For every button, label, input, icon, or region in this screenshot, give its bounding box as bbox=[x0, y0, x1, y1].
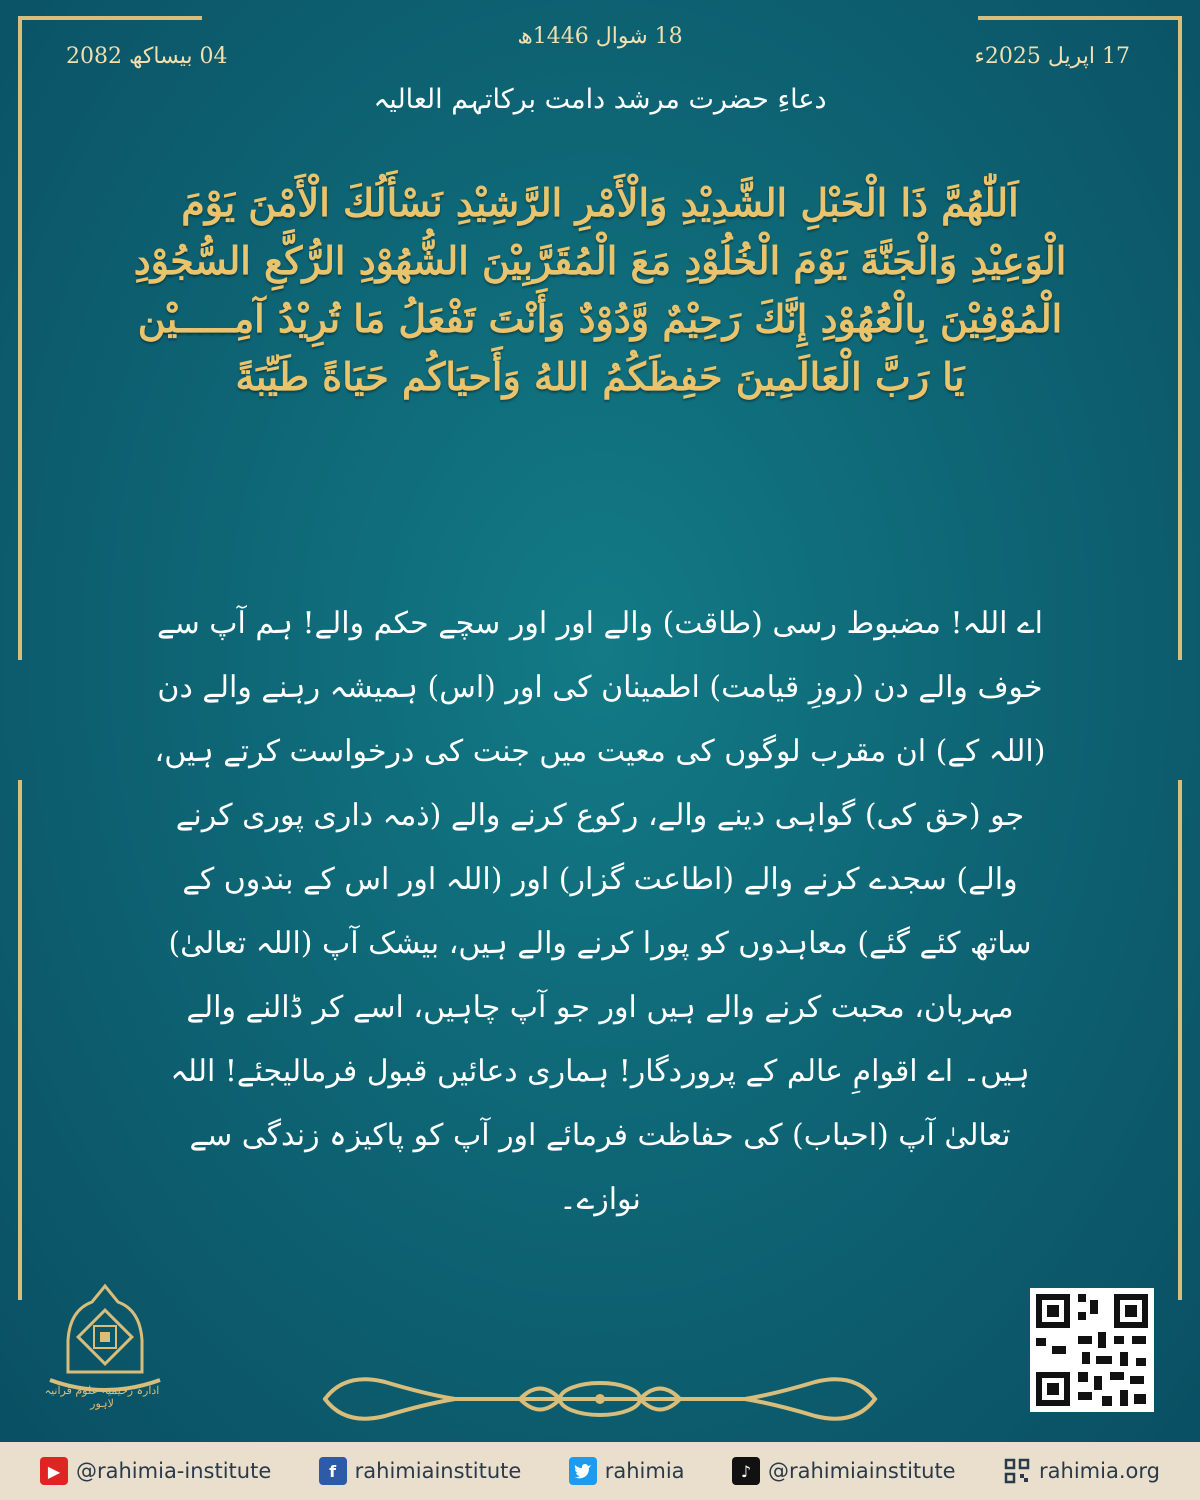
tiktok-icon: ♪ bbox=[732, 1457, 760, 1485]
twitter-handle: rahimia bbox=[604, 1459, 685, 1483]
twitter-link[interactable] bbox=[569, 1457, 685, 1485]
facebook-link[interactable] bbox=[319, 1457, 522, 1485]
arabic-dua-line: الْوَعِيْدِ وَالْجَنَّةَ يَوْمَ الْخُلُوْدِ مَعَ الْمُقَرَّبِيْنَ الشُّهُوْدِ الرُّكَّعِ السُّجُوْدِ bbox=[133, 238, 1067, 283]
youtube-link[interactable] bbox=[40, 1457, 271, 1485]
frame-side-bottom-left bbox=[18, 780, 26, 1300]
frame-side-bottom-right bbox=[1174, 780, 1182, 1300]
tiktok-link[interactable] bbox=[732, 1457, 956, 1485]
facebook-handle: rahimiainstitute bbox=[354, 1459, 522, 1483]
arabic-dua-line: الْمُوْفِيْنَ بِالْعُهُوْدِ إِنَّكَ رَحِيْمٌ وَّدُوْدٌ وَأَنْتَ تَفْعَلُ مَا تُرِيْدُ آمِـــــيْن bbox=[137, 296, 1063, 341]
qr-website-icon bbox=[1003, 1457, 1031, 1485]
ornament-flourish-icon bbox=[305, 1368, 895, 1430]
social-footer bbox=[0, 1442, 1200, 1500]
arabic-dua bbox=[110, 174, 1090, 406]
arabic-dua-line: يَا رَبَّ الْعَالَمِينَ حَفِظَكُمُ اللهُ وَأَحيَاكُم حَيَاةً طَيِّبَةً bbox=[235, 354, 965, 399]
urdu-translation: اے اللہ! مضبوط رسی (طاقت) والے اور اور سچے حکم والے! ہم آپ سے خوف والے دن (روزِ قیامت) اطمینان کی اور (اس) ہمیشہ رہنے والے دن (اللہ کے) ان مقرب لوگوں کی معیت میں جنت کی درخواست کرتے ہیں، جو (حق کی) گواہی دینے والے، رکوع کرنے والے (ذمہ داری پوری کرنے والے) سجدے کرنے والے (اطاعت گزار) اور (اللہ اور اس کے بندوں کے ساتھ کئے گئے) معاہدوں کو پورا کرنے والے ہیں، بیشک آپ (اللہ تعالیٰ) مہربان، محبت کرنے والے ہیں اور جو آپ چاہیں، اسے کر ڈالنے والے ہیں۔ اے اقوامِ عالم کے پروردگار! ہماری دعائیں قبول فرمالیجئے! اللہ تعالیٰ آپ (احباب) کی حفاظت فرمائے اور آپ کو پاکیزہ زندگی سے نوازے۔ bbox=[154, 606, 1046, 1217]
logo-subtext: ادارہ رحیمیہ علوم قرآنیہ لاہور bbox=[44, 1384, 160, 1410]
qr-code-icon[interactable] bbox=[1030, 1288, 1154, 1412]
gregorian-date: 17 اپریل 2025ء bbox=[974, 44, 1130, 69]
website-url: rahimia.org bbox=[1039, 1459, 1160, 1483]
facebook-icon: f bbox=[319, 1457, 347, 1485]
hijri-date: 18 شوال 1446ھ bbox=[517, 24, 683, 49]
youtube-handle: @rahimia-institute bbox=[76, 1459, 272, 1483]
youtube-icon: ▶ bbox=[40, 1457, 68, 1485]
twitter-icon bbox=[569, 1457, 597, 1485]
bikrami-date: 04 بیساکھ 2082 bbox=[66, 44, 228, 69]
arabic-dua-line: اَللّٰهُمَّ ذَا الْحَبْلِ الشَّدِيْدِ وَالْأَمْرِ الرَّشِيْدِ نَسْأَلُكَ الْأَمْنَ يَوْمَ bbox=[181, 180, 1019, 225]
website-link[interactable] bbox=[1003, 1457, 1160, 1485]
page-title: دعاءِ حضرت مرشد دامت برکاتہم العالیہ bbox=[373, 84, 827, 115]
tiktok-handle: @rahimiainstitute bbox=[767, 1459, 956, 1483]
